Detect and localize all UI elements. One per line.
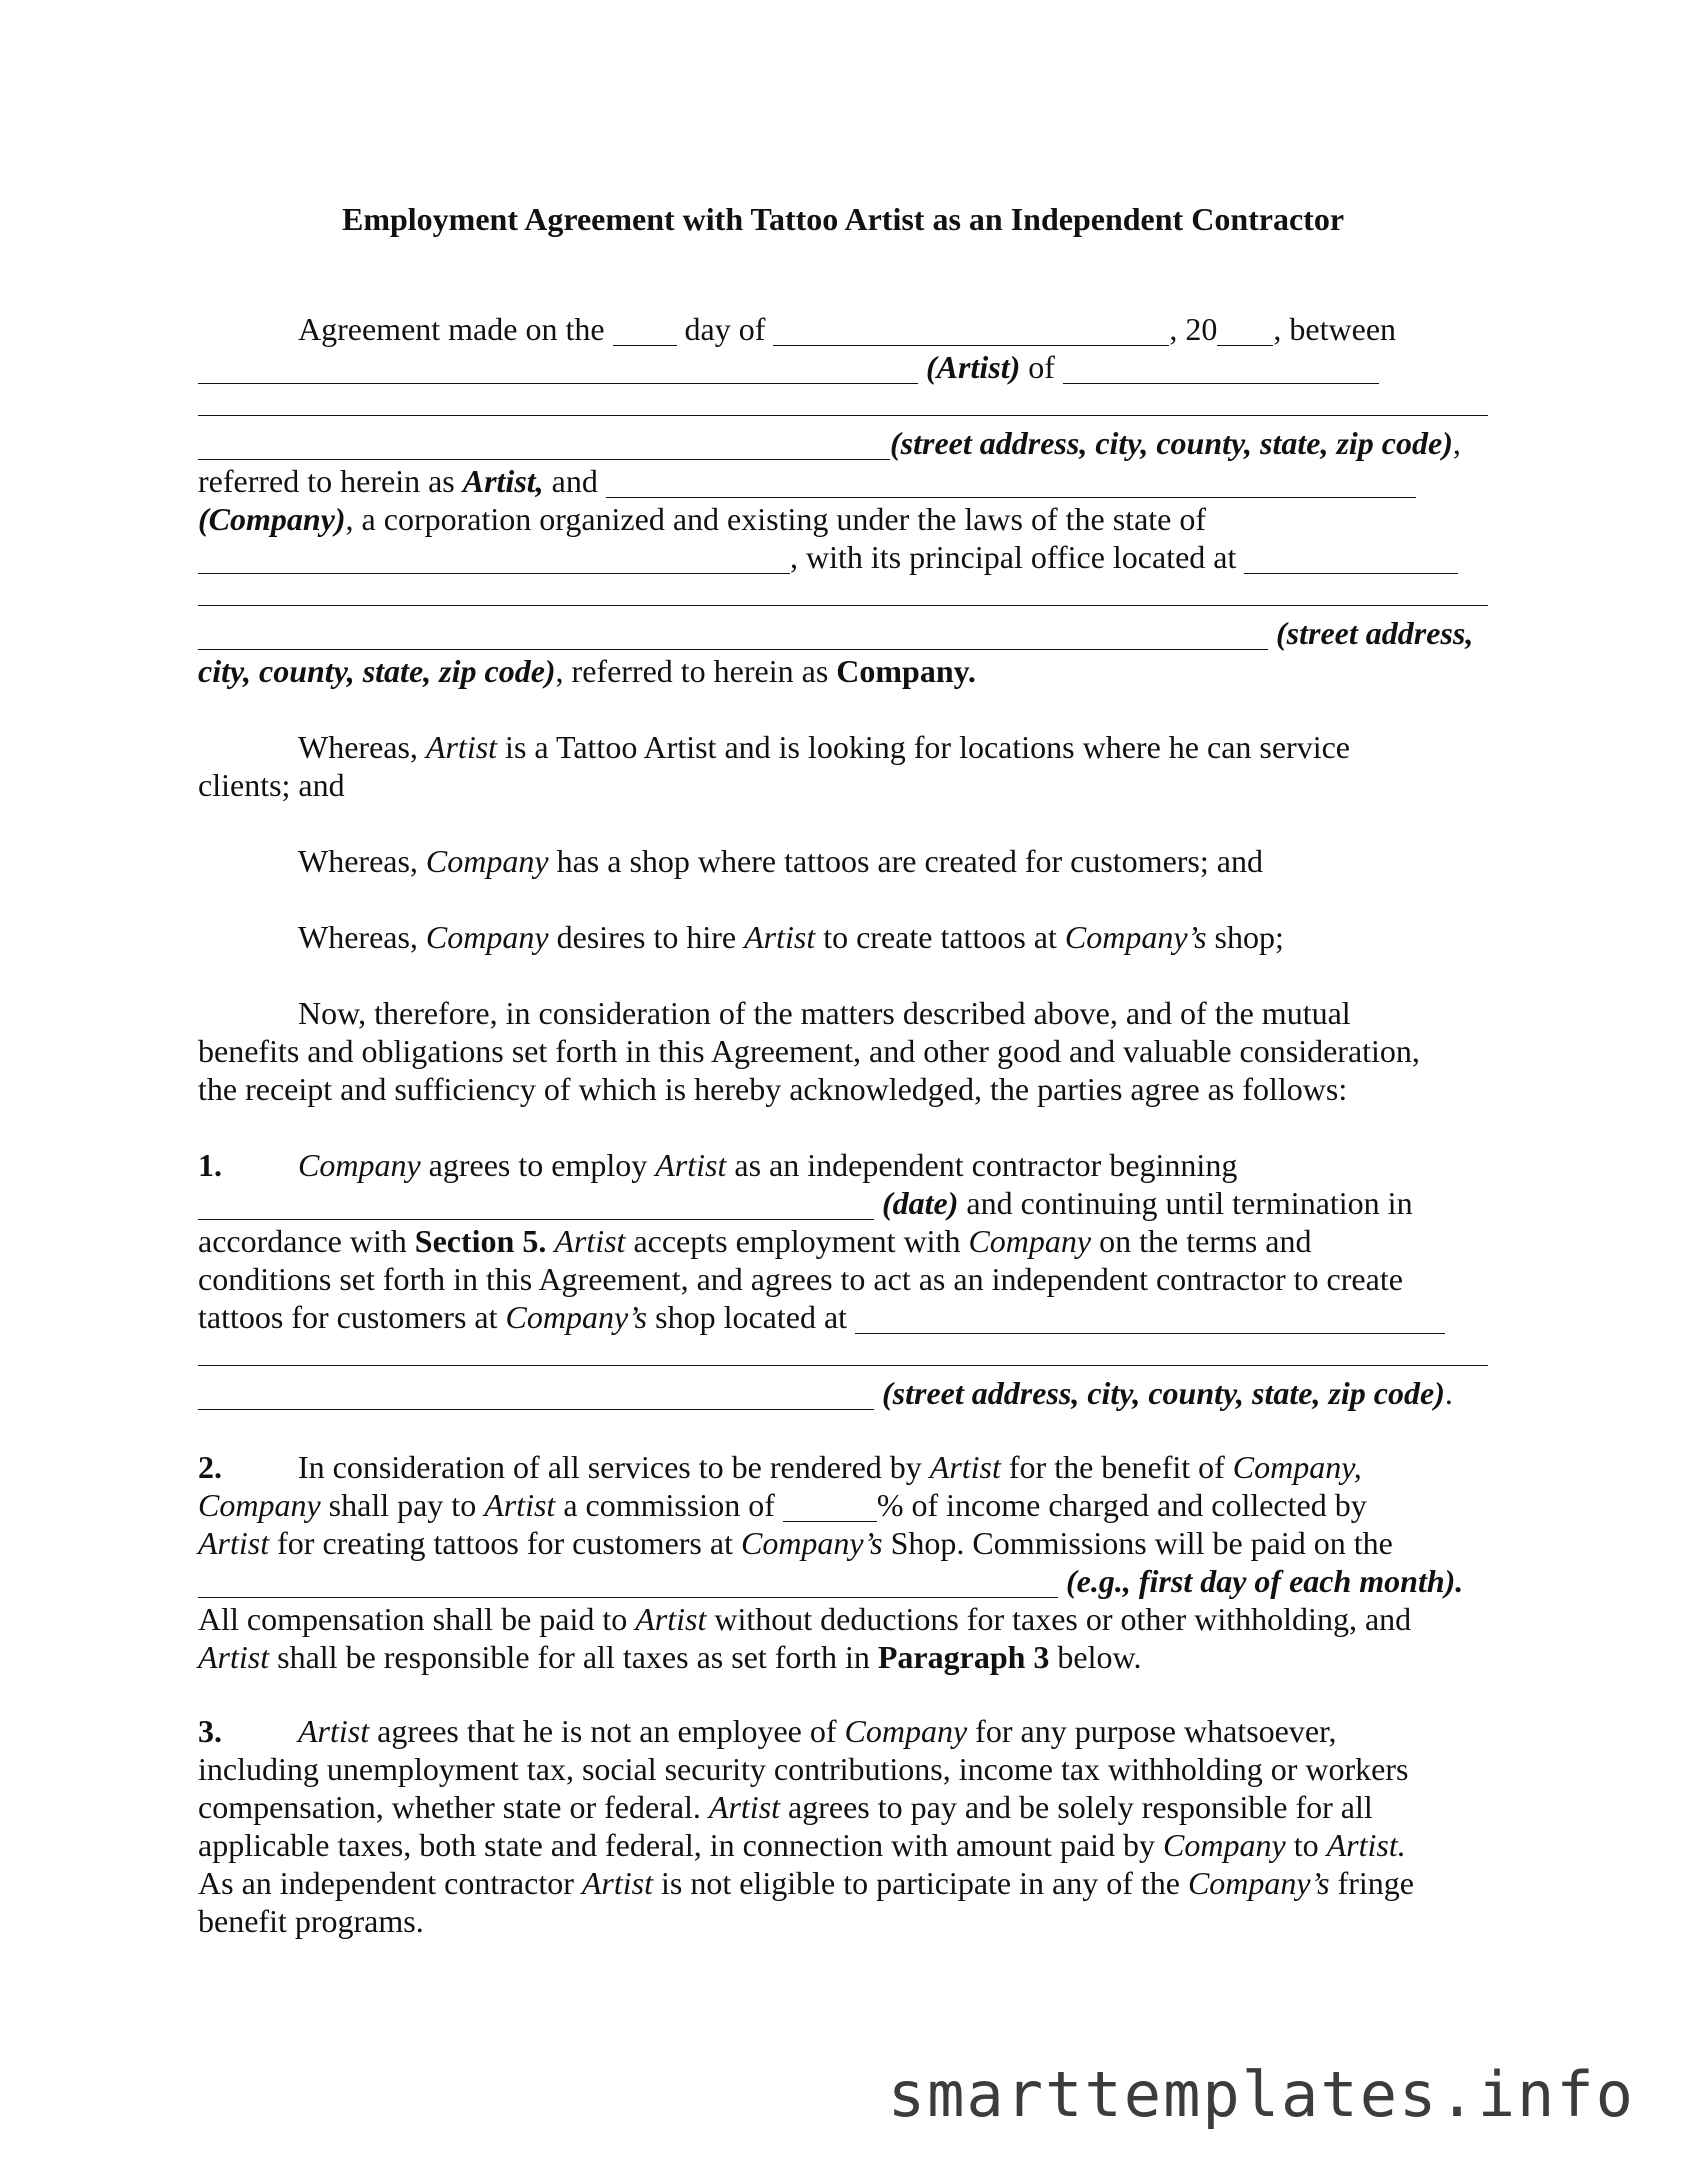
section-1: 1. Company agrees to employ Artist as an independent contractor beginning (date) and continuing until termination in accordance with Section 5. Artist accepts employment with Company on the terms and conditions set forth in this Agreement, and agrees to act as an independent contractor to create tattoos for customers at Company’s shop located at (street address, city, county, state, zip code). [198,1146,1488,1412]
state-blank[interactable] [198,545,790,574]
intro-line-10: city, county, state, zip code), referred to herein as Company. [198,653,976,689]
section-number: 1. [198,1147,222,1183]
payment-schedule-blank[interactable] [198,1569,1058,1598]
intro-line-1: Agreement made on the day of , 20 , between [298,311,1397,347]
start-date-blank[interactable] [198,1191,874,1220]
office-address-rule-1[interactable] [198,576,1488,614]
intro-line-2: (Artist) of [198,348,1488,386]
section-3: 3. Artist agrees that he is not an employee of Company for any purpose whatsoever, including unemployment tax, social security contributions, income tax withholding or workers compensation, whether state or federal. Artist agrees to pay and be solely responsible for all applicable taxes, both state and federal, in connection with amount paid by Company to Artist. As an independent contractor Artist is not eligible to participate in any of the Company’s fringe benefit programs. [198,1713,1414,1939]
office-address-blank[interactable] [1244,545,1458,574]
now-therefore-paragraph: Now, therefore, in consideration of the matters described above, and of the mutual benefits and obligations set forth in this Agreement, and other good and valuable consideration, the receipt and sufficiency of which is hereby acknowledged, the parties agree as follows: [198,995,1420,1107]
whereas-paragraph-1: Whereas, Artist is a Tattoo Artist and is looking for locations where he can service clients; and [198,729,1350,803]
commission-percent-blank[interactable] [783,1493,877,1522]
shop-address-rule[interactable] [198,1336,1488,1374]
document-title: Employment Agreement with Tattoo Artist as an Independent Contractor [341,201,1345,237]
intro-line-9: (street address, [198,614,1488,652]
intro-paragraph [198,310,1488,690]
whereas-paragraph-2: Whereas, Company has a shop where tattoos are created for customers; and [298,843,1263,879]
section-2: 2. In consideration of all services to be rendered by Artist for the benefit of Company, Company shall pay to Artist a commission of % of income charged and collected by Artist for creating tattoos for customers at Company’s Shop. Commissions will be paid on the (e.g., first day of each month). All compensation shall be paid to Artist without deductions for taxes or other withholding, and Artist shall be responsible for all taxes as set forth in Paragraph 3 below. [198,1449,1464,1675]
month-blank[interactable] [773,317,1169,346]
intro-line-5: referred to herein as Artist, and [198,462,1488,500]
shop-address-blank[interactable] [855,1305,1445,1334]
artist-of-blank[interactable] [1063,355,1379,384]
company-name-blank[interactable] [606,469,1416,498]
shop-address-blank-2[interactable] [198,1381,874,1410]
whereas-paragraph-3: Whereas, Company desires to hire Artist to create tattoos at Company’s shop; [298,919,1284,955]
intro-line-7: , with its principal office located at [198,538,1488,576]
intro-line-6: (Company), a corporation organized and existing under the laws of the state of [198,501,1207,537]
office-address-blank-2[interactable] [198,621,1268,650]
artist-address-blank[interactable] [198,431,890,460]
intro-line-4: (street address, city, county, state, zip code), [198,424,1488,462]
day-blank[interactable] [613,317,677,346]
year-blank[interactable] [1217,317,1273,346]
artist-address-rule-1[interactable] [198,386,1488,424]
artist-name-blank[interactable] [198,355,918,384]
watermark-text: smarttemplates.info [887,2058,1635,2131]
